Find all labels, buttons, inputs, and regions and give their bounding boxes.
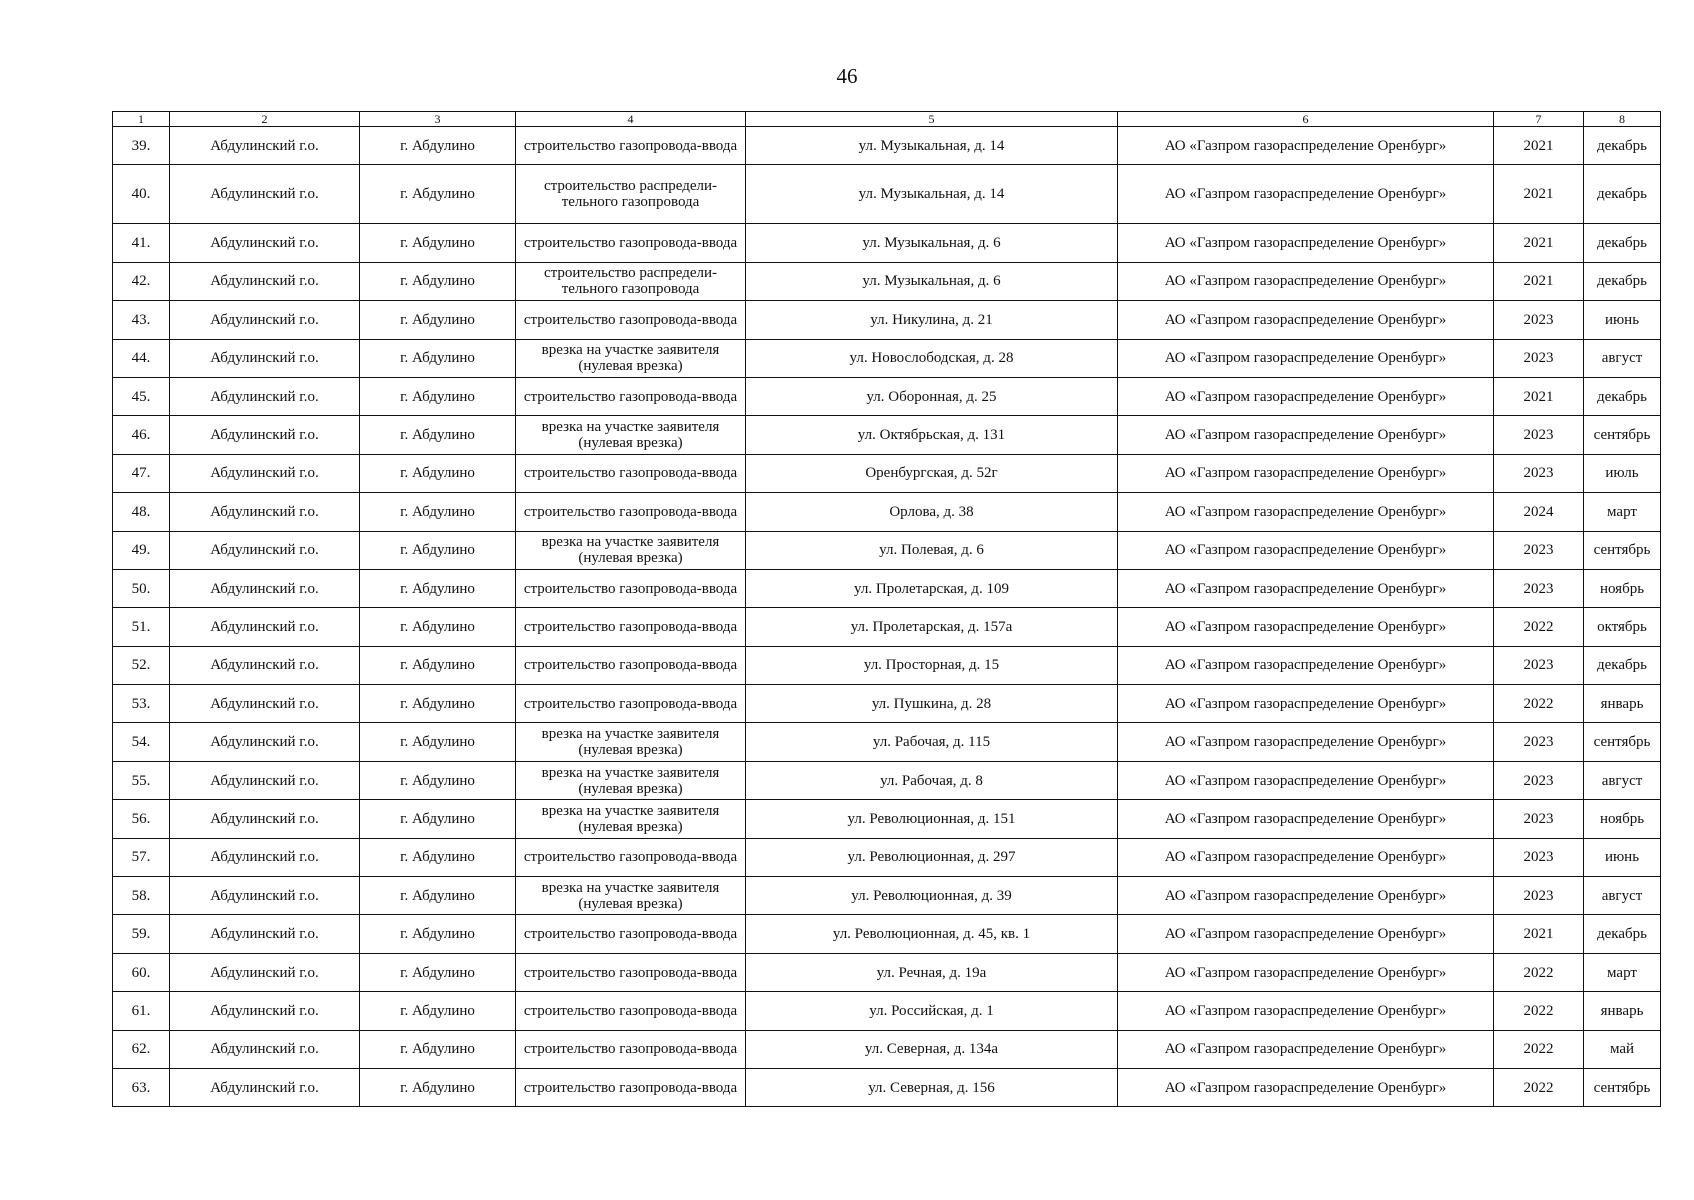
cell-work-type: врезка на участке заявителя (нулевая врезка) xyxy=(516,339,746,377)
cell-number: 60. xyxy=(113,953,170,991)
cell-month: январь xyxy=(1584,992,1661,1030)
table-row xyxy=(113,493,1661,531)
page-number: 46 xyxy=(836,64,858,88)
cell-settlement: г. Абдулино xyxy=(360,915,516,953)
cell-address: ул. Революционная, д. 297 xyxy=(746,838,1118,876)
cell-address: Оренбургская, д. 52г xyxy=(746,454,1118,492)
cell-work-type: строительство газопровода-ввода xyxy=(516,685,746,723)
cell-number: 43. xyxy=(113,301,170,339)
cell-address: ул. Северная, д. 134а xyxy=(746,1030,1118,1068)
cell-year: 2023 xyxy=(1494,761,1584,799)
cell-settlement: г. Абдулино xyxy=(360,531,516,569)
cell-number: 42. xyxy=(113,262,170,300)
column-header: 6 xyxy=(1118,112,1494,127)
cell-organization: АО «Газпром газораспределение Оренбург» xyxy=(1118,953,1494,991)
cell-number: 52. xyxy=(113,646,170,684)
cell-work-type: строительство газопровода-ввода xyxy=(516,454,746,492)
cell-year: 2023 xyxy=(1494,301,1584,339)
cell-year: 2023 xyxy=(1494,454,1584,492)
cell-number: 61. xyxy=(113,992,170,1030)
cell-month: декабрь xyxy=(1584,915,1661,953)
cell-month: сентябрь xyxy=(1584,723,1661,761)
cell-year: 2023 xyxy=(1494,877,1584,915)
cell-month: май xyxy=(1584,1030,1661,1068)
cell-number: 46. xyxy=(113,416,170,454)
cell-number: 63. xyxy=(113,1068,170,1106)
cell-number: 47. xyxy=(113,454,170,492)
cell-work-type: строительство газопровода-ввода xyxy=(516,953,746,991)
table-row xyxy=(113,723,1661,761)
table-row xyxy=(113,165,1661,224)
cell-settlement: г. Абдулино xyxy=(360,838,516,876)
cell-month: август xyxy=(1584,761,1661,799)
cell-number: 48. xyxy=(113,493,170,531)
cell-year: 2024 xyxy=(1494,493,1584,531)
cell-month: декабрь xyxy=(1584,127,1661,165)
cell-month: декабрь xyxy=(1584,224,1661,262)
cell-address: ул. Революционная, д. 39 xyxy=(746,877,1118,915)
cell-settlement: г. Абдулино xyxy=(360,953,516,991)
cell-settlement: г. Абдулино xyxy=(360,1068,516,1106)
cell-number: 53. xyxy=(113,685,170,723)
cell-year: 2021 xyxy=(1494,127,1584,165)
cell-number: 62. xyxy=(113,1030,170,1068)
cell-district: Абдулинский г.о. xyxy=(170,608,360,646)
cell-settlement: г. Абдулино xyxy=(360,262,516,300)
column-header: 8 xyxy=(1584,112,1661,127)
table-row xyxy=(113,1030,1661,1068)
cell-year: 2022 xyxy=(1494,1068,1584,1106)
cell-organization: АО «Газпром газораспределение Оренбург» xyxy=(1118,262,1494,300)
cell-month: март xyxy=(1584,953,1661,991)
cell-number: 55. xyxy=(113,761,170,799)
cell-organization: АО «Газпром газораспределение Оренбург» xyxy=(1118,685,1494,723)
cell-organization: АО «Газпром газораспределение Оренбург» xyxy=(1118,761,1494,799)
cell-settlement: г. Абдулино xyxy=(360,454,516,492)
cell-number: 39. xyxy=(113,127,170,165)
cell-settlement: г. Абдулино xyxy=(360,377,516,415)
cell-organization: АО «Газпром газораспределение Оренбург» xyxy=(1118,569,1494,607)
cell-organization: АО «Газпром газораспределение Оренбург» xyxy=(1118,992,1494,1030)
cell-address: ул. Никулина, д. 21 xyxy=(746,301,1118,339)
cell-work-type: строительство газопровода-ввода xyxy=(516,915,746,953)
cell-district: Абдулинский г.о. xyxy=(170,1030,360,1068)
cell-number: 45. xyxy=(113,377,170,415)
cell-organization: АО «Газпром газораспределение Оренбург» xyxy=(1118,646,1494,684)
cell-month: сентябрь xyxy=(1584,1068,1661,1106)
cell-organization: АО «Газпром газораспределение Оренбург» xyxy=(1118,1068,1494,1106)
cell-district: Абдулинский г.о. xyxy=(170,569,360,607)
cell-address: ул. Музыкальная, д. 14 xyxy=(746,127,1118,165)
cell-address: ул. Российская, д. 1 xyxy=(746,992,1118,1030)
cell-work-type: врезка на участке заявителя (нулевая врезка) xyxy=(516,531,746,569)
cell-number: 49. xyxy=(113,531,170,569)
cell-address: ул. Просторная, д. 15 xyxy=(746,646,1118,684)
cell-address: ул. Пролетарская, д. 157а xyxy=(746,608,1118,646)
cell-settlement: г. Абдулино xyxy=(360,646,516,684)
cell-month: декабрь xyxy=(1584,262,1661,300)
table-row xyxy=(113,416,1661,454)
cell-work-type: строительство газопровода-ввода xyxy=(516,1068,746,1106)
cell-year: 2023 xyxy=(1494,800,1584,838)
table-row xyxy=(113,608,1661,646)
cell-settlement: г. Абдулино xyxy=(360,992,516,1030)
table-row xyxy=(113,301,1661,339)
cell-month: январь xyxy=(1584,685,1661,723)
cell-month: октябрь xyxy=(1584,608,1661,646)
cell-number: 44. xyxy=(113,339,170,377)
cell-work-type: врезка на участке заявителя (нулевая врезка) xyxy=(516,877,746,915)
cell-work-type: строительство газопровода-ввода xyxy=(516,493,746,531)
cell-month: июль xyxy=(1584,454,1661,492)
cell-organization: АО «Газпром газораспределение Оренбург» xyxy=(1118,165,1494,224)
cell-month: август xyxy=(1584,877,1661,915)
column-header: 3 xyxy=(360,112,516,127)
cell-address: ул. Революционная, д. 45, кв. 1 xyxy=(746,915,1118,953)
cell-work-type: строительство газопровода-ввода xyxy=(516,569,746,607)
cell-settlement: г. Абдулино xyxy=(360,416,516,454)
cell-year: 2022 xyxy=(1494,608,1584,646)
cell-district: Абдулинский г.о. xyxy=(170,838,360,876)
cell-work-type: строительство газопровода-ввода xyxy=(516,646,746,684)
cell-settlement: г. Абдулино xyxy=(360,569,516,607)
cell-month: сентябрь xyxy=(1584,531,1661,569)
cell-district: Абдулинский г.о. xyxy=(170,493,360,531)
cell-work-type: строительство распредели-тельного газопровода xyxy=(516,165,746,224)
cell-address: ул. Революционная, д. 151 xyxy=(746,800,1118,838)
cell-number: 40. xyxy=(113,165,170,224)
cell-year: 2023 xyxy=(1494,569,1584,607)
column-header: 7 xyxy=(1494,112,1584,127)
cell-work-type: строительство газопровода-ввода xyxy=(516,1030,746,1068)
cell-organization: АО «Газпром газораспределение Оренбург» xyxy=(1118,608,1494,646)
cell-district: Абдулинский г.о. xyxy=(170,454,360,492)
table-header-row xyxy=(113,112,1661,127)
cell-work-type: строительство газопровода-ввода xyxy=(516,992,746,1030)
cell-settlement: г. Абдулино xyxy=(360,127,516,165)
cell-year: 2021 xyxy=(1494,224,1584,262)
cell-district: Абдулинский г.о. xyxy=(170,127,360,165)
cell-number: 54. xyxy=(113,723,170,761)
cell-settlement: г. Абдулино xyxy=(360,1030,516,1068)
table-row xyxy=(113,838,1661,876)
cell-organization: АО «Газпром газораспределение Оренбург» xyxy=(1118,224,1494,262)
table-row xyxy=(113,915,1661,953)
cell-number: 57. xyxy=(113,838,170,876)
cell-district: Абдулинский г.о. xyxy=(170,301,360,339)
table-row xyxy=(113,262,1661,300)
cell-settlement: г. Абдулино xyxy=(360,493,516,531)
table-row xyxy=(113,800,1661,838)
table-row xyxy=(113,339,1661,377)
table-row xyxy=(113,1068,1661,1106)
cell-number: 50. xyxy=(113,569,170,607)
cell-district: Абдулинский г.о. xyxy=(170,262,360,300)
cell-work-type: строительство газопровода-ввода xyxy=(516,127,746,165)
cell-address: ул. Пролетарская, д. 109 xyxy=(746,569,1118,607)
cell-district: Абдулинский г.о. xyxy=(170,339,360,377)
table-row xyxy=(113,761,1661,799)
cell-address: ул. Полевая, д. 6 xyxy=(746,531,1118,569)
cell-address: ул. Речная, д. 19а xyxy=(746,953,1118,991)
column-header: 2 xyxy=(170,112,360,127)
cell-month: июнь xyxy=(1584,301,1661,339)
cell-address: ул. Октябрьская, д. 131 xyxy=(746,416,1118,454)
cell-address: ул. Музыкальная, д. 6 xyxy=(746,262,1118,300)
cell-settlement: г. Абдулино xyxy=(360,339,516,377)
column-header: 5 xyxy=(746,112,1118,127)
cell-district: Абдулинский г.о. xyxy=(170,165,360,224)
cell-number: 56. xyxy=(113,800,170,838)
cell-year: 2023 xyxy=(1494,723,1584,761)
cell-address: ул. Рабочая, д. 115 xyxy=(746,723,1118,761)
table-row xyxy=(113,646,1661,684)
cell-year: 2021 xyxy=(1494,377,1584,415)
cell-organization: АО «Газпром газораспределение Оренбург» xyxy=(1118,416,1494,454)
cell-district: Абдулинский г.о. xyxy=(170,723,360,761)
table-row xyxy=(113,877,1661,915)
cell-organization: АО «Газпром газораспределение Оренбург» xyxy=(1118,531,1494,569)
cell-district: Абдулинский г.о. xyxy=(170,1068,360,1106)
table-row xyxy=(113,685,1661,723)
cell-year: 2023 xyxy=(1494,838,1584,876)
table-row xyxy=(113,224,1661,262)
cell-work-type: врезка на участке заявителя (нулевая врезка) xyxy=(516,416,746,454)
cell-year: 2021 xyxy=(1494,262,1584,300)
cell-year: 2021 xyxy=(1494,915,1584,953)
cell-work-type: строительство газопровода-ввода xyxy=(516,224,746,262)
cell-month: ноябрь xyxy=(1584,569,1661,607)
table-row xyxy=(113,127,1661,165)
column-header: 1 xyxy=(113,112,170,127)
cell-settlement: г. Абдулино xyxy=(360,224,516,262)
cell-settlement: г. Абдулино xyxy=(360,877,516,915)
cell-address: ул. Пушкина, д. 28 xyxy=(746,685,1118,723)
cell-organization: АО «Газпром газораспределение Оренбург» xyxy=(1118,339,1494,377)
cell-work-type: врезка на участке заявителя (нулевая врезка) xyxy=(516,723,746,761)
cell-organization: АО «Газпром газораспределение Оренбург» xyxy=(1118,838,1494,876)
table-row xyxy=(113,377,1661,415)
cell-district: Абдулинский г.о. xyxy=(170,800,360,838)
cell-year: 2022 xyxy=(1494,992,1584,1030)
cell-address: ул. Музыкальная, д. 14 xyxy=(746,165,1118,224)
cell-address: Орлова, д. 38 xyxy=(746,493,1118,531)
cell-district: Абдулинский г.о. xyxy=(170,377,360,415)
cell-address: ул. Оборонная, д. 25 xyxy=(746,377,1118,415)
cell-settlement: г. Абдулино xyxy=(360,608,516,646)
cell-organization: АО «Газпром газораспределение Оренбург» xyxy=(1118,915,1494,953)
cell-number: 59. xyxy=(113,915,170,953)
cell-year: 2023 xyxy=(1494,339,1584,377)
cell-organization: АО «Газпром газораспределение Оренбург» xyxy=(1118,493,1494,531)
cell-organization: АО «Газпром газораспределение Оренбург» xyxy=(1118,1030,1494,1068)
cell-year: 2023 xyxy=(1494,646,1584,684)
cell-number: 41. xyxy=(113,224,170,262)
cell-district: Абдулинский г.о. xyxy=(170,992,360,1030)
cell-number: 58. xyxy=(113,877,170,915)
cell-organization: АО «Газпром газораспределение Оренбург» xyxy=(1118,800,1494,838)
cell-year: 2021 xyxy=(1494,165,1584,224)
cell-work-type: строительство распредели-тельного газопровода xyxy=(516,262,746,300)
table-row xyxy=(113,454,1661,492)
cell-organization: АО «Газпром газораспределение Оренбург» xyxy=(1118,877,1494,915)
cell-settlement: г. Абдулино xyxy=(360,685,516,723)
cell-settlement: г. Абдулино xyxy=(360,800,516,838)
cell-work-type: строительство газопровода-ввода xyxy=(516,377,746,415)
cell-year: 2022 xyxy=(1494,1030,1584,1068)
cell-address: ул. Новослободская, д. 28 xyxy=(746,339,1118,377)
cell-year: 2023 xyxy=(1494,531,1584,569)
cell-month: декабрь xyxy=(1584,377,1661,415)
cell-district: Абдулинский г.о. xyxy=(170,685,360,723)
cell-month: декабрь xyxy=(1584,646,1661,684)
cell-month: июнь xyxy=(1584,838,1661,876)
table-body xyxy=(113,127,1661,1107)
cell-organization: АО «Газпром газораспределение Оренбург» xyxy=(1118,454,1494,492)
cell-organization: АО «Газпром газораспределение Оренбург» xyxy=(1118,127,1494,165)
cell-district: Абдулинский г.о. xyxy=(170,416,360,454)
column-header: 4 xyxy=(516,112,746,127)
data-table xyxy=(112,111,1661,1107)
table-row xyxy=(113,953,1661,991)
cell-district: Абдулинский г.о. xyxy=(170,531,360,569)
table-row xyxy=(113,569,1661,607)
cell-year: 2022 xyxy=(1494,685,1584,723)
cell-work-type: врезка на участке заявителя (нулевая врезка) xyxy=(516,800,746,838)
cell-work-type: врезка на участке заявителя (нулевая врезка) xyxy=(516,761,746,799)
cell-settlement: г. Абдулино xyxy=(360,301,516,339)
cell-address: ул. Музыкальная, д. 6 xyxy=(746,224,1118,262)
cell-year: 2022 xyxy=(1494,953,1584,991)
table-row xyxy=(113,531,1661,569)
cell-district: Абдулинский г.о. xyxy=(170,761,360,799)
cell-district: Абдулинский г.о. xyxy=(170,953,360,991)
cell-settlement: г. Абдулино xyxy=(360,761,516,799)
cell-number: 51. xyxy=(113,608,170,646)
cell-month: август xyxy=(1584,339,1661,377)
cell-month: март xyxy=(1584,493,1661,531)
cell-settlement: г. Абдулино xyxy=(360,165,516,224)
cell-district: Абдулинский г.о. xyxy=(170,915,360,953)
table-row xyxy=(113,992,1661,1030)
cell-settlement: г. Абдулино xyxy=(360,723,516,761)
cell-organization: АО «Газпром газораспределение Оренбург» xyxy=(1118,723,1494,761)
cell-month: ноябрь xyxy=(1584,800,1661,838)
cell-organization: АО «Газпром газораспределение Оренбург» xyxy=(1118,377,1494,415)
cell-month: декабрь xyxy=(1584,165,1661,224)
cell-work-type: строительство газопровода-ввода xyxy=(516,608,746,646)
cell-work-type: строительство газопровода-ввода xyxy=(516,301,746,339)
cell-month: сентябрь xyxy=(1584,416,1661,454)
cell-district: Абдулинский г.о. xyxy=(170,224,360,262)
cell-address: ул. Рабочая, д. 8 xyxy=(746,761,1118,799)
cell-work-type: строительство газопровода-ввода xyxy=(516,838,746,876)
cell-district: Абдулинский г.о. xyxy=(170,646,360,684)
cell-address: ул. Северная, д. 156 xyxy=(746,1068,1118,1106)
cell-year: 2023 xyxy=(1494,416,1584,454)
cell-district: Абдулинский г.о. xyxy=(170,877,360,915)
cell-organization: АО «Газпром газораспределение Оренбург» xyxy=(1118,301,1494,339)
